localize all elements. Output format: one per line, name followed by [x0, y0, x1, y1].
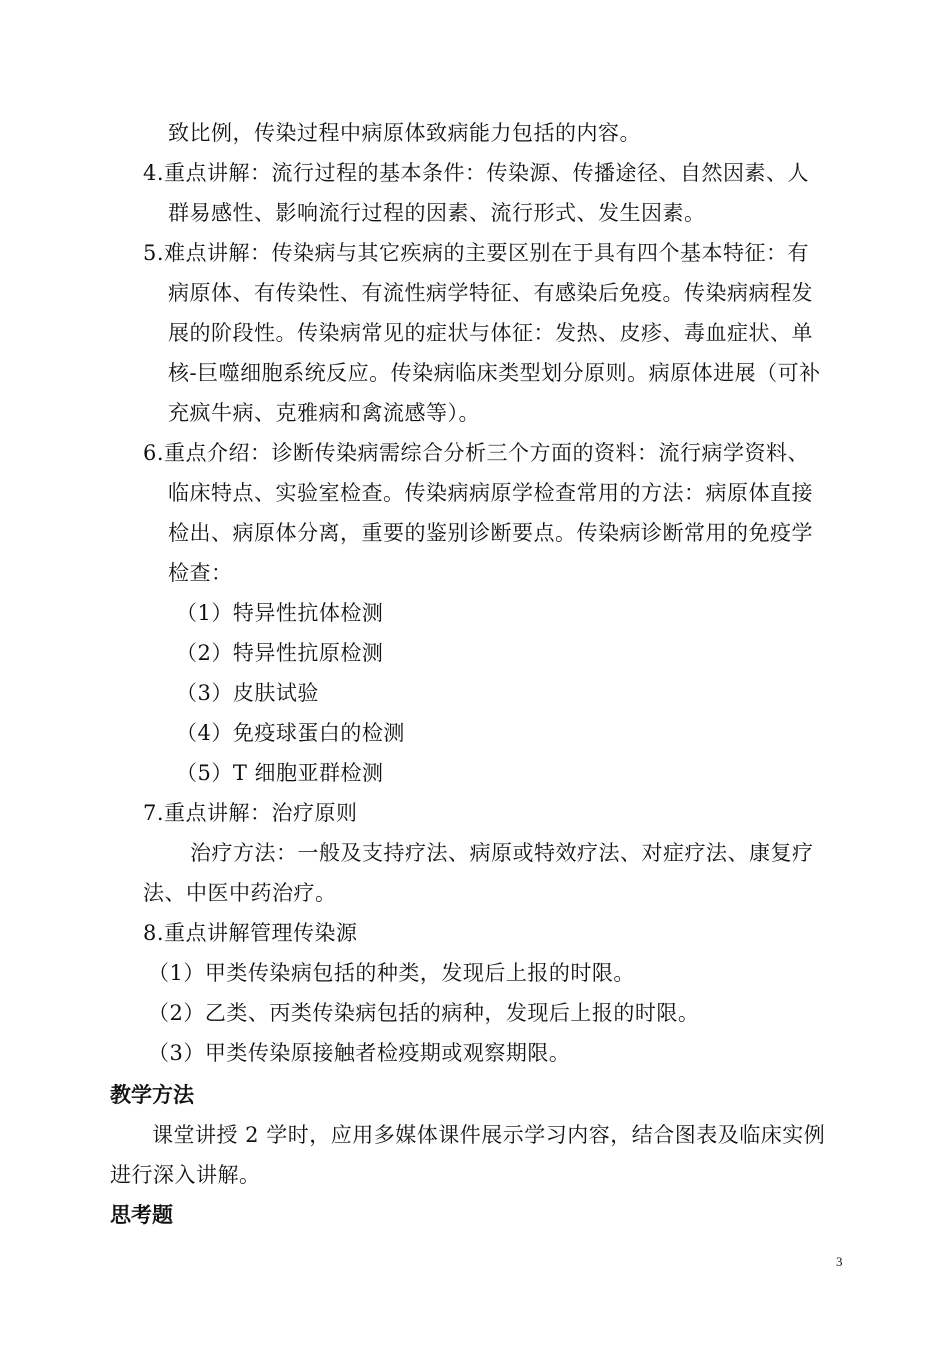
paragraph-line: 致比例，传染过程中病原体致病能力包括的内容。: [168, 121, 641, 145]
list-item-5: 5.难点讲解：传染病与其它疾病的主要区别在于具有四个基本特征：有: [143, 241, 810, 265]
sub-list-item: （5）T 细胞亚群检测: [176, 761, 384, 785]
paragraph-line: 检查：: [168, 561, 233, 585]
paragraph-line: 课堂讲授 2 学时，应用多媒体课件展示学习内容，结合图表及临床实例: [152, 1123, 826, 1147]
sub-list-item: （3）甲类传染原接触者检疫期或观察期限。: [148, 1041, 571, 1065]
paragraph-line: 展的阶段性。传染病常见的症状与体征：发热、皮疹、毒血症状、单: [168, 321, 813, 345]
section-heading-teaching-method: 教学方法: [110, 1083, 194, 1107]
sub-list-item: （1）特异性抗体检测: [176, 601, 384, 625]
paragraph-line: 检出、病原体分离，重要的鉴别诊断要点。传染病诊断常用的免疫学: [168, 521, 813, 545]
paragraph-line: 进行深入讲解。: [110, 1163, 261, 1187]
list-item-4: 4.重点讲解：流行过程的基本条件：传染源、传播途径、自然因素、人: [143, 161, 810, 185]
sub-list-item: （4）免疫球蛋白的检测: [176, 721, 405, 745]
sub-list-item: （1）甲类传染病包括的种类，发现后上报的时限。: [148, 961, 635, 985]
paragraph-line: 病原体、有传染性、有流性病学特征、有感染后免疫。传染病病程发: [168, 281, 813, 305]
paragraph-line: 核-巨噬细胞系统反应。传染病临床类型划分原则。病原体进展（可补: [168, 361, 821, 385]
paragraph-line: 治疗方法：一般及支持疗法、病原或特效疗法、对症疗法、康复疗: [190, 841, 814, 865]
paragraph-line: 法、中医中药治疗。: [143, 881, 337, 905]
paragraph-line: 临床特点、实验室检查。传染病病原学检查常用的方法：病原体直接: [168, 481, 813, 505]
section-heading-questions: 思考题: [110, 1203, 173, 1227]
sub-list-item: （3）皮肤试验: [176, 681, 319, 705]
list-item-8: 8.重点讲解管理传染源: [143, 921, 358, 945]
sub-list-item: （2）乙类、丙类传染病包括的病种，发现后上报的时限。: [148, 1001, 700, 1025]
list-item-7: 7.重点讲解：治疗原则: [143, 801, 358, 825]
sub-list-item: （2）特异性抗原检测: [176, 641, 384, 665]
paragraph-line: 充疯牛病、克雅病和禽流感等）。: [168, 401, 480, 425]
list-item-6: 6.重点介绍：诊断传染病需综合分析三个方面的资料：流行病学资料、: [143, 441, 810, 465]
paragraph-line: 群易感性、影响流行过程的因素、流行形式、发生因素。: [168, 201, 706, 225]
page-number: 3: [836, 1254, 843, 1269]
